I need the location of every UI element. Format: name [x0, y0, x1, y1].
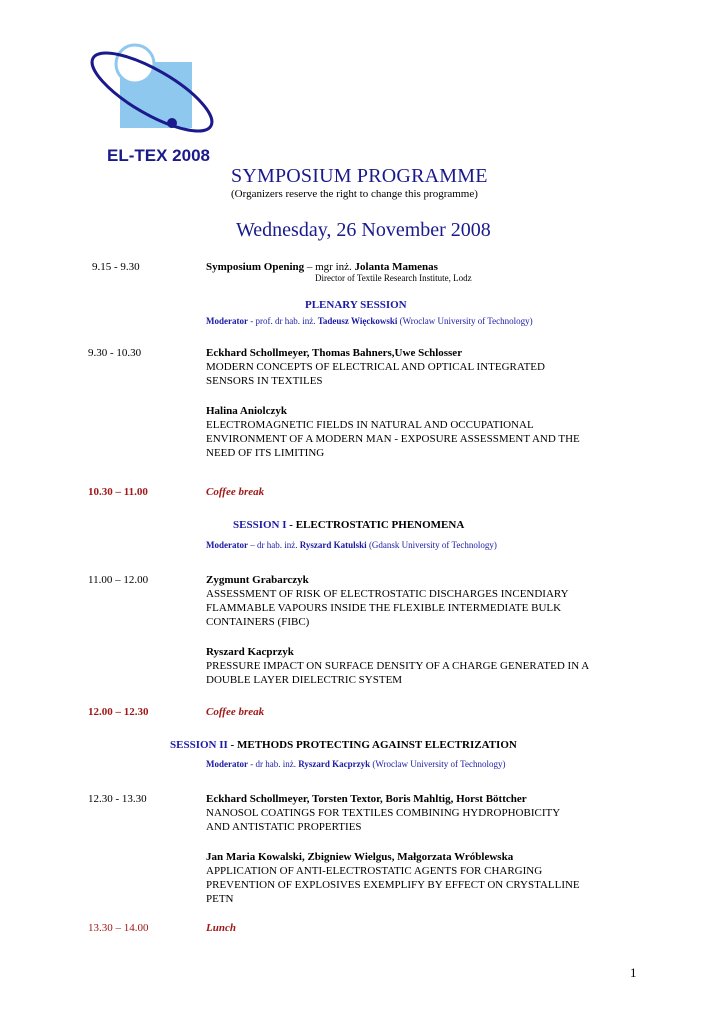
session-1-talk-2	[206, 645, 646, 687]
opening-speaker: Jolanta Mamenas	[354, 261, 438, 273]
session-2-talk-1-title-1: NANOSOL COATINGS FOR TEXTILES COMBINING HYDROPHOBICITY	[206, 807, 561, 819]
session-2-mod-label: Moderator	[206, 759, 248, 769]
break-1-time: 10.30 – 11.00	[88, 486, 148, 498]
opening-affiliation: Director of Textile Research Institute, Lodz	[315, 273, 472, 283]
plenary-moderator	[206, 315, 533, 327]
session-1-name: ELECTROSTATIC PHENOMENA	[295, 519, 465, 531]
session-2-heading	[170, 738, 517, 752]
plenary-talk-2-title-3: NEED OF ITS LIMITING	[206, 447, 325, 459]
plenary-time: 9.30 - 10.30	[88, 347, 142, 359]
plenary-mod-inst: (Wroclaw University of Technology)	[397, 316, 533, 326]
logo-dot	[167, 118, 177, 128]
session-2-talk-1-authors: Eckhard Schollmeyer, Torsten Textor, Boris Mahltig, Horst Böttcher	[206, 793, 527, 805]
session-1-talk-2-title-1: PRESSURE IMPACT ON SURFACE DENSITY OF A CHARGE GENERATED IN A	[206, 660, 590, 672]
session-1-mod-inst: (Gdansk University of Technology)	[366, 540, 497, 550]
lunch-time: 13.30 – 14.00	[88, 922, 149, 934]
break-2-label: Coffee break	[206, 706, 265, 718]
session-1-mod-name: Ryszard Katulski	[299, 540, 367, 550]
el-tex-logo	[82, 42, 222, 142]
session-2-talk-1	[206, 792, 646, 834]
plenary-talk-1	[206, 346, 646, 388]
plenary-heading: PLENARY SESSION	[305, 299, 407, 311]
lunch-label: Lunch	[206, 922, 236, 934]
session-1-talk-1-authors: Zygmunt Grabarczyk	[206, 574, 309, 586]
opening-dash: – mgr inż.	[304, 261, 355, 273]
plenary-talk-2-title-1: ELECTROMAGNETIC FIELDS IN NATURAL AND OCCUPATIONAL	[206, 419, 534, 431]
session-2-time: 12.30 - 13.30	[88, 793, 147, 805]
plenary-talk-1-title-2: SENSORS IN TEXTILES	[206, 375, 323, 387]
session-1-time: 11.00 – 12.00	[88, 574, 149, 586]
plenary-talk-1-title-1: MODERN CONCEPTS OF ELECTRICAL AND OPTICAL INTEGRATED	[206, 361, 545, 373]
plenary-talk-2-title-2: ENVIRONMENT OF A MODERN MAN - EXPOSURE ASSESSMENT AND THE	[206, 433, 580, 445]
page-title: SYMPOSIUM PROGRAMME	[231, 165, 488, 187]
session-2-moderator	[206, 758, 505, 770]
session-1-moderator	[206, 539, 497, 551]
session-1-mod-label: Moderator	[206, 540, 248, 550]
page-subtitle: (Organizers reserve the right to change this programme)	[231, 188, 478, 200]
session-1-talk-1-title-1: ASSESSMENT OF RISK OF ELECTROSTATIC DISCHARGES INCENDIARY	[206, 588, 569, 600]
plenary-talk-2-authors: Halina Aniolczyk	[206, 405, 287, 417]
page-number: 1	[630, 965, 637, 980]
day-heading: Wednesday, 26 November 2008	[236, 219, 491, 241]
session-2-mod-title: - dr hab. inż.	[247, 759, 299, 769]
session-2-talk-2-title-2: PREVENTION OF EXPLOSIVES EXEMPLIFY BY EFFECT ON CRYSTALLINE	[206, 879, 580, 891]
break-2-time: 12.00 – 12.30	[88, 706, 149, 718]
session-1-sep: -	[286, 519, 296, 531]
session-2-talk-2	[206, 850, 646, 906]
session-2-name: METHODS PROTECTING AGAINST ELECTRIZATION	[236, 739, 517, 751]
session-2-talk-2-title-3: PETN	[206, 893, 234, 905]
plenary-mod-title: - prof. dr hab. inż.	[247, 316, 318, 326]
plenary-talk-2	[206, 404, 646, 460]
session-1-mod-title: – dr hab. inż.	[247, 540, 300, 550]
session-2-label: SESSION II	[170, 739, 228, 751]
event-brand: EL-TEX 2008	[107, 146, 210, 165]
session-1-talk-1	[206, 573, 646, 629]
opening-time: 9.15 - 9.30	[92, 261, 140, 273]
session-1-label: SESSION I	[233, 519, 287, 531]
session-1-talk-2-authors: Ryszard Kacprzyk	[206, 646, 294, 658]
session-2-talk-1-title-2b: AND ANTISTATIC PROPERTIES	[206, 821, 362, 833]
session-2-sep: -	[227, 739, 237, 751]
session-1-talk-1-title-3: CONTAINERS (FIBC)	[206, 616, 310, 628]
session-1-talk-1-title-2: FLAMMABLE VAPOURS INSIDE THE FLEXIBLE INTERMEDIATE BULK	[206, 602, 562, 614]
plenary-mod-label: Moderator	[206, 316, 248, 326]
plenary-talk-1-authors: Eckhard Schollmeyer, Thomas Bahners,Uwe Schlosser	[206, 347, 463, 359]
session-2-talk-2-authors: Jan Maria Kowalski, Zbigniew Wielgus, Małgorzata Wróblewska	[206, 851, 514, 863]
session-2-mod-name: Ryszard Kacprzyk	[298, 759, 371, 769]
session-2-mod-inst: (Wroclaw University of Technology)	[370, 759, 506, 769]
session-2-talk-2-title-1: APPLICATION OF ANTI-ELECTROSTATIC AGENTS FOR CHARGING	[206, 865, 543, 877]
opening-title: Symposium Opening	[206, 261, 305, 273]
session-1-talk-2-title-2: DOUBLE LAYER DIELECTRIC SYSTEM	[206, 674, 403, 686]
session-1-heading	[233, 518, 464, 532]
break-1-label: Coffee break	[206, 486, 265, 498]
plenary-mod-name: Tadeusz Więckowski	[317, 316, 398, 326]
